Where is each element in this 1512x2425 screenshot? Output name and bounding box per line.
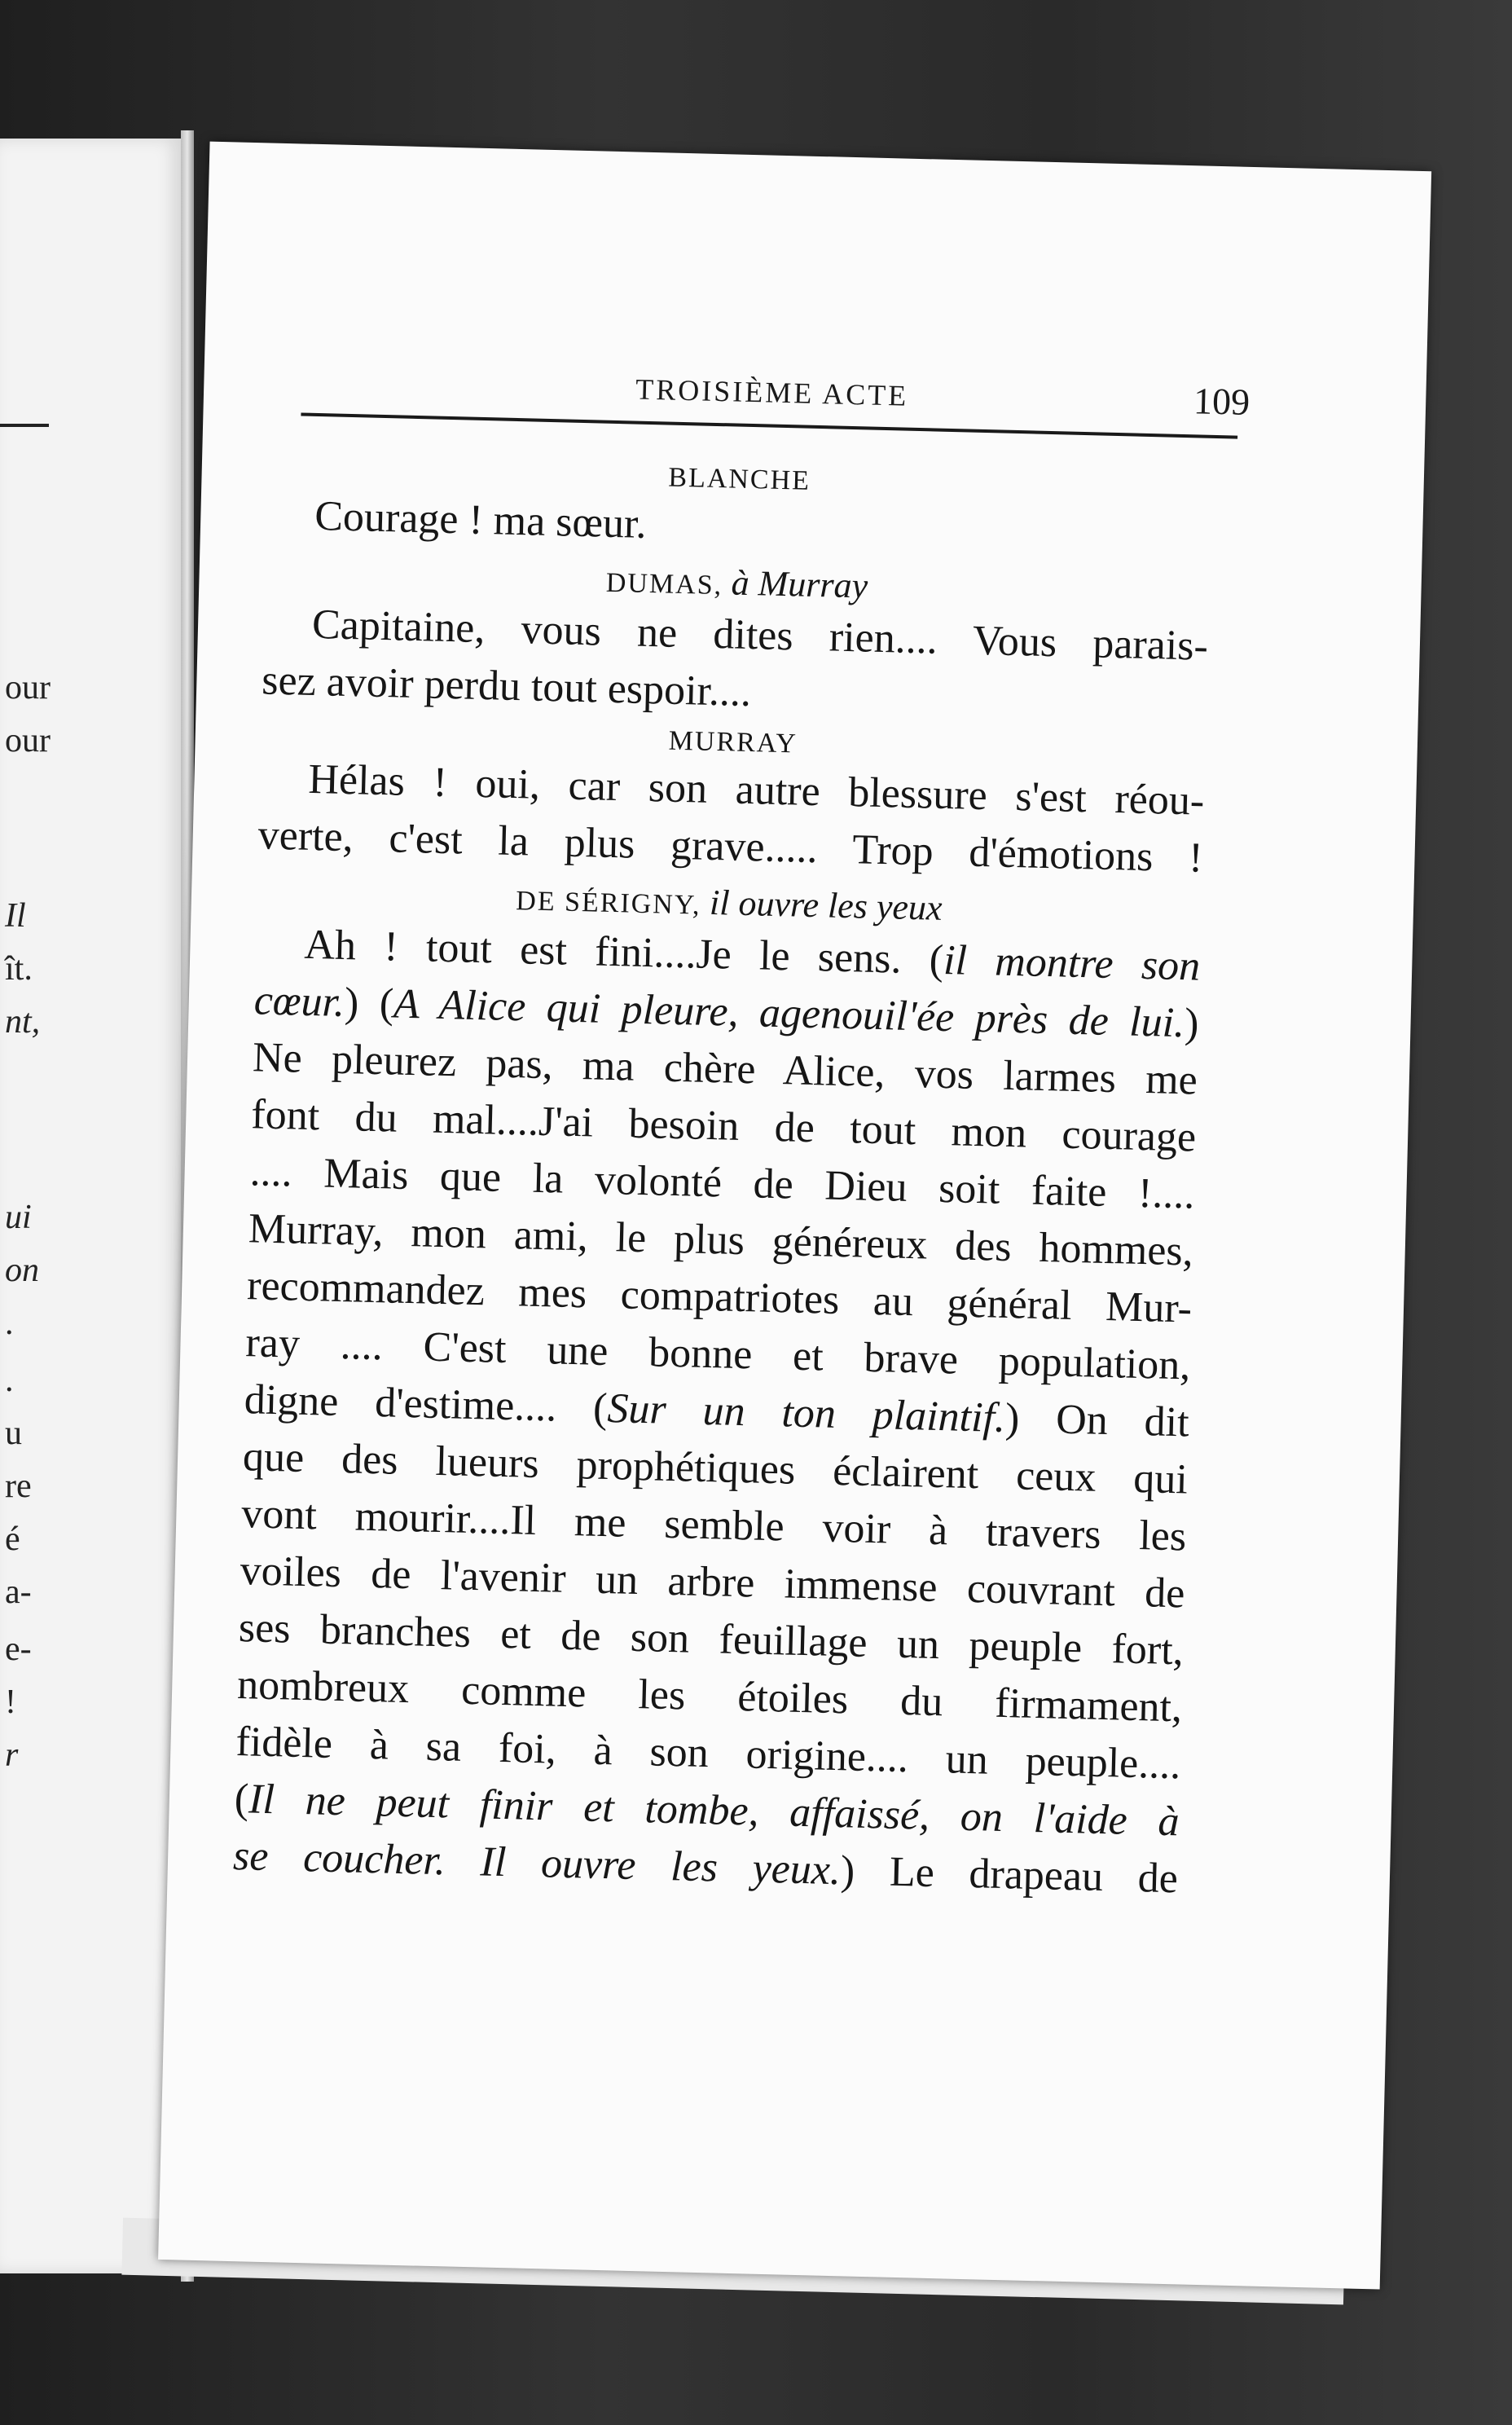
- dialogue-text: ) (: [344, 979, 394, 1028]
- dialogue-line: Hélas ! oui, car son autre blessure s'est réou-: [307, 755, 1205, 825]
- stage-direction: se coucher. Il ouvre les yeux.: [232, 1832, 842, 1895]
- dialogue-text: (: [234, 1776, 249, 1823]
- dialogue-line: font du mal....J'ai besoin de tout mon courage: [250, 1091, 1197, 1161]
- header-rule: [301, 412, 1237, 438]
- dialogue-text: ) On dit: [1004, 1394, 1190, 1446]
- dialogue-text: ) Le drapeau de: [840, 1847, 1179, 1903]
- speaker-name: BLANCHE: [667, 462, 811, 496]
- stage-direction: il ouvre les yeux: [709, 882, 943, 928]
- left-fragment: !: [5, 1683, 16, 1721]
- dialogue-line: Capitaine, vous ne dites rien.... Vous parais-: [311, 601, 1209, 670]
- left-fragment: a-: [5, 1573, 32, 1611]
- left-fragment: re: [5, 1468, 32, 1505]
- dialogue-line: recommandez mes compatriotes au général Mur-: [246, 1262, 1193, 1332]
- dialogue-line: verte, c'est la plus grave..... Trop d'émotions !: [257, 812, 1204, 882]
- stage-direction: A Alice qui pleure, agenouil'ée près de lui.: [393, 980, 1185, 1047]
- dialogue-line: .... Mais que la volonté de Dieu soit faite !....: [249, 1148, 1196, 1218]
- running-head: TROISIÈME ACTE: [635, 372, 909, 412]
- dialogue-line: nombreux comme les étoiles du firmament,: [236, 1661, 1183, 1732]
- left-fragment: r: [5, 1736, 19, 1774]
- stage-direction: à Murray: [731, 562, 868, 606]
- left-fragment: Il: [5, 897, 26, 935]
- left-fragment: ui: [5, 1199, 32, 1236]
- dialogue-line: voiles de l'avenir un arbre immense couvrant de: [240, 1547, 1186, 1617]
- page-number: 109: [1193, 380, 1250, 423]
- stage-direction: cœur.: [253, 977, 345, 1027]
- dialogue-text: Ah ! tout est fini....Je le sens. (: [303, 921, 944, 984]
- dialogue-line: ray .... C'est une bonne et brave population,: [244, 1319, 1191, 1389]
- dialogue-line: sez avoir perdu tout espoir....: [261, 657, 752, 716]
- left-fragment: é: [5, 1521, 20, 1558]
- stage-direction: Il ne peut finir et tombe, affaissé, on l'aide à: [248, 1776, 1180, 1846]
- left-fragment: on: [5, 1252, 39, 1289]
- left-fragment: u: [5, 1415, 22, 1452]
- dialogue-line: Courage ! ma sœur.: [314, 492, 648, 548]
- stage-direction: il montre son: [943, 936, 1201, 990]
- left-fragment: nt,: [5, 1003, 41, 1041]
- speaker-name: DUMAS,: [605, 567, 723, 601]
- speaker-name: DE SÉRIGNY,: [515, 886, 701, 921]
- left-fragment: ît.: [5, 950, 33, 988]
- left-fragment: our: [5, 669, 51, 706]
- dialogue-line: Murray, mon ami, le plus généreux des hommes,: [248, 1205, 1194, 1275]
- book-page: [158, 142, 1431, 2290]
- left-fragment: .: [5, 1305, 14, 1342]
- left-fragment: .: [5, 1362, 14, 1399]
- dialogue-text: digne d'estime.... (: [244, 1376, 609, 1433]
- left-fragment: e-: [5, 1631, 32, 1668]
- dialogue-line: Ne pleurez pas, ma chère Alice, vos larmes me: [252, 1034, 1198, 1104]
- dialogue-text: ): [1184, 1000, 1200, 1047]
- play-text: [232, 446, 1212, 1908]
- left-fragment: our: [5, 722, 51, 759]
- dialogue-line: que des lueurs prophétiques éclairent ceux qui: [242, 1433, 1189, 1503]
- dialogue-line: ses branches et de son feuillage un peuple fort,: [238, 1604, 1185, 1675]
- previous-page-rule: [0, 424, 49, 427]
- previous-page-edge: [0, 139, 186, 2273]
- speaker-name: MURRAY: [668, 725, 798, 759]
- dialogue-line: fidèle à sa foi, à son origine.... un peuple....: [235, 1719, 1181, 1789]
- dialogue-line: vont mourir....Il me semble voir à travers les: [240, 1490, 1187, 1560]
- stage-direction: Sur un ton plaintif.: [606, 1385, 1006, 1441]
